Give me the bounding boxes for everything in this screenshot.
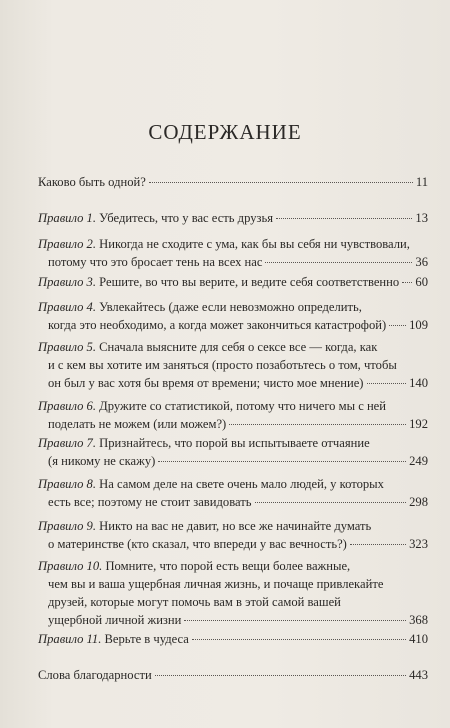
toc-entry-line [38,630,428,648]
page-number: 60 [415,275,428,289]
page-number: 410 [409,632,428,646]
page-number: 443 [409,668,428,682]
dot-leader [149,181,413,183]
toc-entry-line [38,273,428,291]
dot-leader [255,501,407,503]
page-number: 249 [409,454,428,468]
toc-entry-line [38,235,428,253]
toc-entry[interactable] [38,557,428,629]
rule-label: Правило 6. [38,399,96,413]
entry-title-text: Каково быть одной? [38,175,146,189]
entry-title-text: и с кем вы хотите им заняться (просто позаботьтесь о том, чтобы [48,358,397,372]
page-number: 192 [409,417,428,431]
entry-title-text: он был у вас хотя бы время от времени; чисто мое мнение) [48,376,364,390]
toc-entry-line [38,452,428,470]
toc-entry[interactable] [38,273,428,291]
toc-entry-line [38,253,428,271]
rule-label: Правило 9. [38,519,96,533]
dot-leader [367,382,407,384]
rule-label: Правило 5. [38,340,96,354]
toc-entry-line [38,517,428,535]
dot-leader [192,638,406,640]
toc-entry[interactable] [38,475,428,511]
entry-title-text: друзей, которые могут помочь вам в этой самой вашей [48,595,341,609]
entry-title-text: ущербной личной жизни [48,613,182,627]
toc-entry-line [38,316,428,334]
dot-leader [389,324,406,326]
toc-entry[interactable] [38,235,428,271]
entry-title-text: Признайтесь, что порой вы испытываете отчаяние [99,436,370,450]
entry-title-text: Никогда не сходите с ума, как бы вы себя ни чувствовали, [99,237,410,251]
entry-title-text: Дружите со статистикой, потому что ничего мы с ней [99,399,387,413]
toc-entry[interactable] [38,298,428,334]
entry-title-text: когда это необходимо, а когда может закончиться катастрофой) [48,318,387,332]
toc-entry-line [38,209,428,227]
toc-entry-line [38,475,428,493]
toc-entry-line [38,593,428,611]
entry-title-text: о материнстве (кто сказал, что впереди у вас вечность?) [48,537,347,551]
page-number: 323 [409,537,428,551]
toc-entry[interactable] [38,397,428,433]
entry-title-text: потому что это бросает тень на всех нас [48,255,263,269]
toc-entry-line [38,397,428,415]
toc-entry-line [38,557,428,575]
page-number: 368 [409,613,428,627]
rule-label: Правило 3. [38,275,96,289]
toc-entry[interactable] [38,173,428,191]
page-number: 36 [415,255,428,269]
entry-title-text: Убедитесь, что у вас есть друзья [99,211,274,225]
rule-label: Правило 7. [38,436,96,450]
entry-title-text: Никто на вас не давит, но все же начинайте думать [99,519,372,533]
entry-title-text: Помните, что порой есть вещи более важные, [105,559,351,573]
toc-entry[interactable] [38,209,428,227]
toc-entry-line [38,666,428,684]
entry-title-text: Верьте в чудеса [104,632,189,646]
dot-leader [229,423,406,425]
page-number: 11 [415,175,428,189]
toc-entry[interactable] [38,517,428,553]
toc-entry-line [38,575,428,593]
page-number: 140 [409,376,428,390]
dot-leader [184,619,406,621]
rule-label: Правило 11. [38,632,102,646]
toc-entry-line [38,374,428,392]
toc-entry-line [38,493,428,511]
page-number: 109 [409,318,428,332]
dot-leader [276,217,412,219]
page-title: СОДЕРЖАНИЕ [148,120,302,144]
entry-title-text: поделать не можем (или можем?) [48,417,227,431]
toc-entry-line [38,611,428,629]
dot-leader [402,281,412,283]
toc-entry-line [38,338,428,356]
dot-leader [155,674,406,676]
rule-label: Правило 2. [38,237,96,251]
toc-entry[interactable] [38,666,428,684]
entry-title-text: чем вы и ваша ущербная личная жизнь, и почаще привлекайте [48,577,384,591]
rule-label: Правило 4. [38,300,96,314]
toc-entry[interactable] [38,434,428,470]
toc-entry-line [38,535,428,553]
rule-label: Правило 1. [38,211,96,225]
entry-title-text: есть все; поэтому не стоит завидовать [48,495,252,509]
entry-title-text: Слова благодарности [38,668,152,682]
page-number: 298 [409,495,428,509]
dot-leader [265,261,412,263]
rule-label: Правило 10. [38,559,103,573]
toc-entry-line [38,415,428,433]
entry-title-text: Сначала выясните для себя о сексе все — когда, как [99,340,378,354]
entry-title-text: На самом деле на свете очень мало людей, у которых [99,477,384,491]
toc-entry-line [38,298,428,316]
toc-entry[interactable] [38,630,428,648]
toc-entry-line [38,173,428,191]
dot-leader [158,460,406,462]
dot-leader [350,543,406,545]
entry-title-text: Решите, во что вы верите, и ведите себя соответственно [99,275,400,289]
entry-title-text: Увлекайтесь (даже если невозможно определить, [99,300,362,314]
rule-label: Правило 8. [38,477,96,491]
page-number: 13 [415,211,428,225]
toc-entry-line [38,356,428,374]
toc-entry-line [38,434,428,452]
entry-title-text: (я никому не скажу) [48,454,156,468]
toc-entry[interactable] [38,338,428,392]
